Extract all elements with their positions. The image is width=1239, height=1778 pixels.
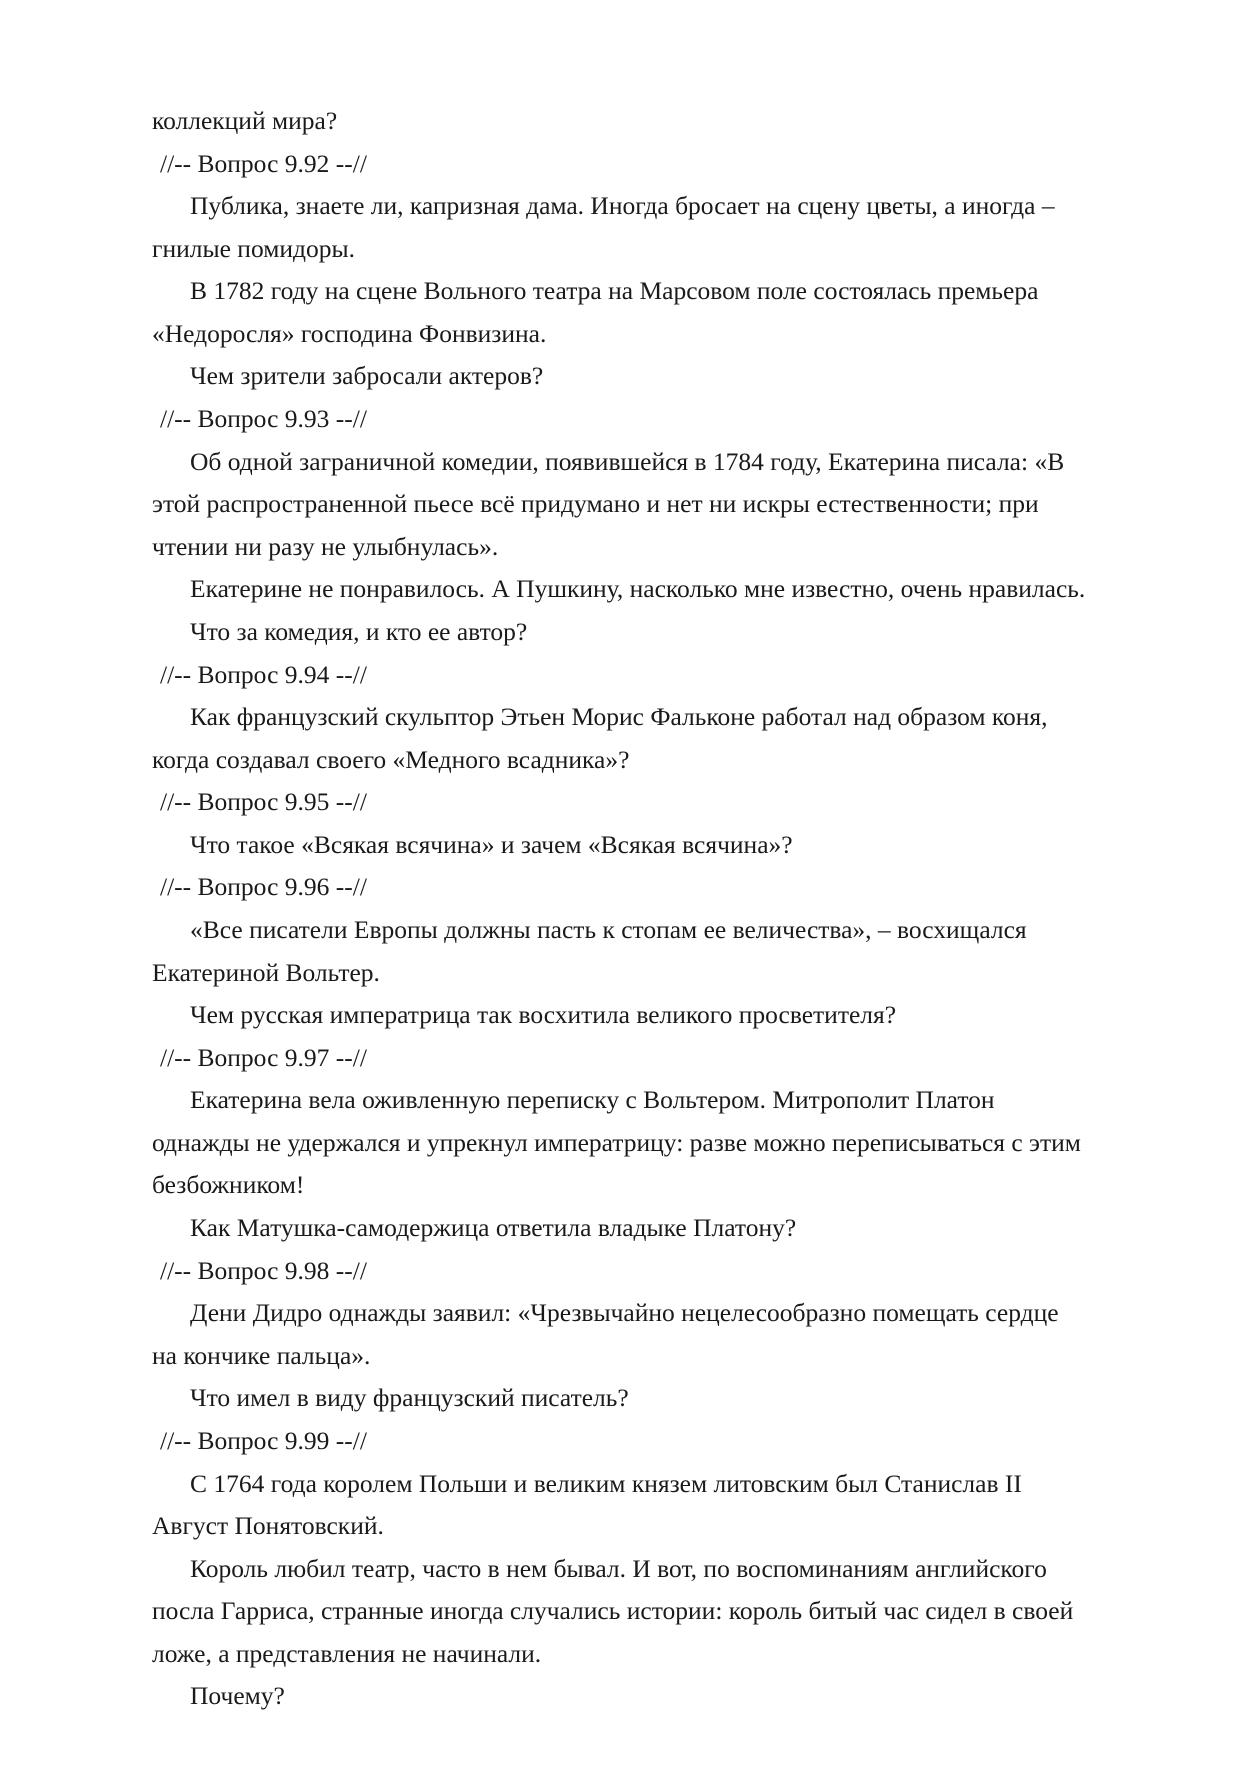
paragraph: Чем русская императрица так восхитила великого просветителя? [190,1000,897,1030]
paragraph: «Все писатели Европы должны пасть к стопам ее величества», – восхищался Екатериной Вольтер. [152,914,1034,987]
paragraph: Чем зрители забросали актеров? [190,361,544,391]
question-marker: //-- Вопрос 9.99 --// [160,1425,367,1455]
document-text-body [152,100,1087,1718]
paragraph: Как французский скульптор Этьен Морис Фальконе работал над образом коня, когда создавал своего «Медного всадника»? [152,702,1054,774]
paragraph: коллекций мира? [152,106,338,135]
question-marker: //-- Вопрос 9.97 --// [160,1042,367,1072]
paragraph: Король любил театр, часто в нем бывал. И вот, по воспоминаниям английского посла Гарриса, странные иногда случались истории: король битый час сидел в своей ложе, а представления не начинали. [152,1553,1080,1668]
question-marker: //-- Вопрос 9.93 --// [160,404,367,434]
paragraph: Что за комедия, и кто ее автор? [190,616,528,646]
question-marker: //-- Вопрос 9.94 --// [160,659,367,689]
question-marker: //-- Вопрос 9.98 --// [160,1255,367,1285]
paragraph: Екатерине не понравилось. А Пушкину, насколько мне известно, очень нравилась. [190,574,1086,604]
paragraph: Как Матушка-самодержица ответила владыке Платону? [190,1213,797,1243]
paragraph: Что имел в виду французский писатель? [190,1383,629,1413]
paragraph: Екатерина вела оживленную переписку с Вольтером. Митрополит Платон однажды не удержался и упрекнул императрицу: разве можно переписываться с этим безбожником! [152,1085,1088,1200]
question-marker: //-- Вопрос 9.92 --// [160,148,367,178]
paragraph: Публика, знаете ли, капризная дама. Иногда бросает на сцену цветы, а иногда – гнилые помидоры. [152,191,1061,263]
paragraph: Об одной заграничной комедии, появившейся в 1784 году, Екатерина писала: «В этой распространенной пьесе всё придумано и нет ни искры естественности; при чтении ни разу не улыбнулась». [152,446,1071,561]
question-marker: //-- Вопрос 9.95 --// [160,787,367,817]
paragraph: С 1764 года королем Польши и великим князем литовским был Станислав II Август Понятовский. [152,1468,1029,1541]
question-marker: //-- Вопрос 9.96 --// [160,872,367,902]
paragraph: Почему? [190,1681,285,1711]
paragraph: В 1782 году на сцене Вольного театра на Марсовом поле состоялась премьера «Недоросля» господина Фонвизина. [152,276,1045,348]
paragraph: Дени Дидро однажды заявил: «Чрезвычайно нецелесообразно помещать сердце на кончике пальца». [152,1298,1065,1370]
paragraph: Что такое «Всякая всячина» и зачем «Всякая всячина»? [190,829,793,859]
